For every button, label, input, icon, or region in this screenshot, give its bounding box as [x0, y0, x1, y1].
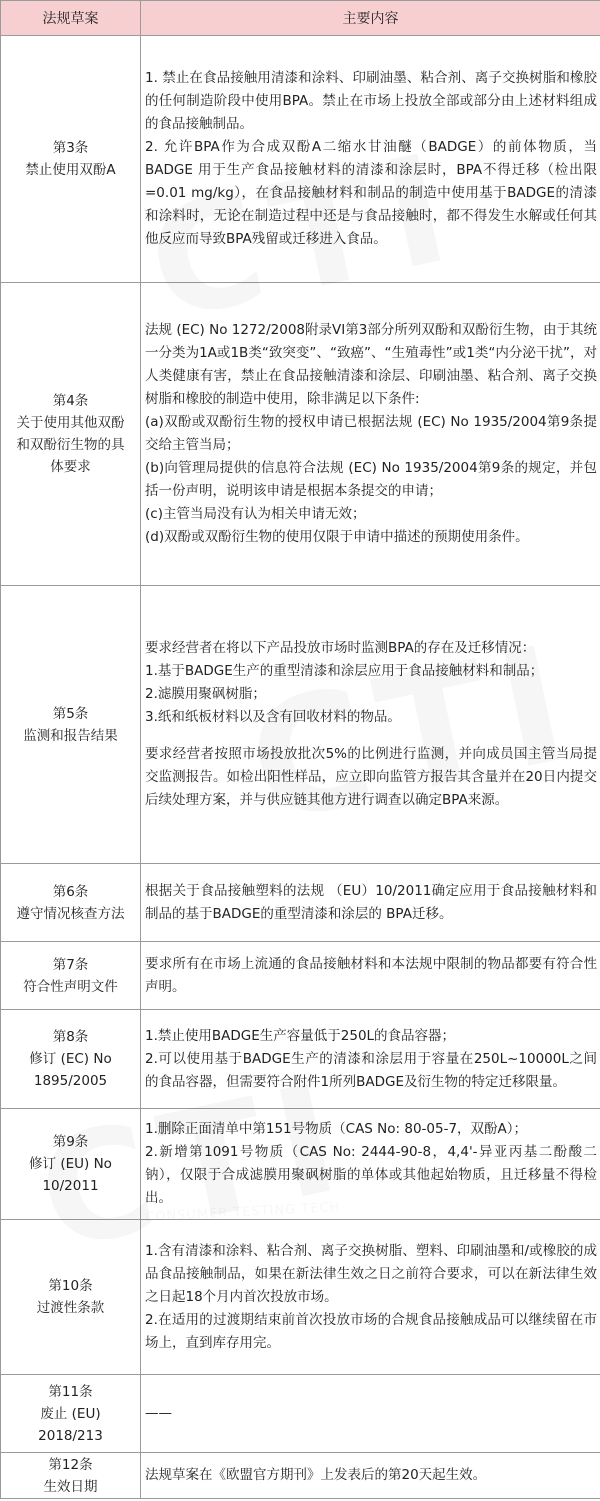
table-row	[1, 1375, 600, 1453]
content-paragraph: (b)向管理局提供的信息符合法规 (EC) No 1935/2004第9条的规定，并包括一份声明，说明该申请是根据本条提交的申请；	[145, 460, 597, 499]
content-paragraph: 2.在适用的过渡期结束前首次投放市场的合规食品接触成品可以继续留在市场上，直到库存用完。	[145, 1311, 597, 1351]
content-paragraph: 要求经营者在将以下产品投放市场时监测BPA的存在及迁移情况：	[145, 640, 536, 656]
law-article-cell	[1, 1220, 141, 1375]
law-article-line: 禁止使用双酚A	[25, 162, 116, 178]
law-article-cell	[1, 942, 141, 1010]
content-paragraph: 要求经营者按照市场投放批次5%的比例进行监测，并向成员国主管当局提交监测报告。如检出阳性样品，应立即向监管方报告其含量并在20日内提交后续处理方案，并与供应链其他方进行调查以确定BPA来源。	[145, 746, 597, 808]
content-cell	[141, 864, 600, 942]
content-cell	[141, 1220, 600, 1375]
content-paragraph: (a)双酚或双酚衍生物的授权申请已根据法规 (EC) No 1935/2004第9条提交给主管当局；	[145, 414, 597, 453]
content-cell	[141, 1453, 600, 1499]
law-article-line: 符合性声明文件	[23, 978, 118, 995]
content-paragraph: ——	[145, 1405, 172, 1421]
table-row	[1, 1453, 600, 1499]
law-article-line: 生效日期	[43, 1478, 98, 1495]
content-paragraph: (d)双酚或双酚衍生物的使用仅限于申请中描述的预期使用条件。	[145, 529, 529, 545]
law-article-line: 第7条	[52, 956, 89, 973]
law-article-cell	[1, 1375, 141, 1453]
content-paragraph: 2. 允许BPA作为合成双酚A二缩水甘油醚（BADGE）的前体物质，当BADGE 用于生产食品接触材料的清漆和涂层时，BPA不得迁移（检出限=0.01 mg/kg），在食品接触材料和制品的制造中使用基于BADGE的清漆和涂料时，无论在制造过程中还是与食品接触时，都不得发生水解或任何其他反应而导致BPA残留或迁移进入食品。	[145, 139, 597, 247]
table-row	[1, 586, 600, 864]
law-article-line: 第3条	[52, 140, 89, 156]
table-row	[1, 1010, 600, 1109]
content-paragraph: 法规 (EC) No 1272/2008附录VI第3部分所列双酚和双酚衍生物，由于其统一分类为1A或1B类“致突变”、“致癌”、“生殖毒性”或1类“内分泌干扰”，对人类健康有害，禁止在食品接触清漆和涂层、印刷油墨、粘合剂、离子交换树脂和橡胶的制造中使用，除非满足以下条件:	[145, 322, 597, 407]
law-article-line: 1895/2005	[33, 1073, 108, 1089]
header-main-content: 主要内容	[141, 1, 600, 36]
law-article-cell	[1, 1109, 141, 1220]
header-law-draft: 法规草案	[1, 1, 141, 36]
content-paragraph: 根据关于食品接触塑料的法规 （EU）10/2011确定应用于食品接触材料和制品的基于BADGE的重型清漆和涂层的 BPA迁移。	[145, 882, 597, 922]
content-paragraph: 1.删除正面清单中第151号物质（CAS No: 80-05-7，双酚A）；	[145, 1121, 528, 1137]
content-paragraph: 1. 禁止在食品接触用清漆和涂料、印刷油墨、粘合剂、离子交换树脂和橡胶的任何制造阶段中使用BPA。禁止在市场上投放全部或部分由上述材料组成的食品接触制品。	[145, 70, 597, 132]
law-article-line: 第4条	[52, 393, 89, 409]
law-article-line: 体要求	[50, 459, 91, 475]
law-article-line: 第11条	[48, 1383, 93, 1400]
content-cell	[141, 36, 600, 283]
table-row	[1, 1109, 600, 1220]
law-article-cell	[1, 864, 141, 942]
law-article-cell	[1, 1453, 141, 1499]
content-paragraph: 2.新增第1091号物质（CAS No: 2444-90-8，4,4'-异亚丙基二酚酸二钠），仅限于合成滤膜用聚砜树脂的单体或其他起始物质，且迁移量不得检出。	[145, 1144, 597, 1206]
content-cell	[141, 1010, 600, 1109]
table-header-row	[1, 1, 600, 36]
law-article-line: 和双酚衍生物的具	[16, 437, 125, 453]
content-paragraph: 1.含有清漆和涂料、粘合剂、离子交换树脂、塑料、印刷油墨和/或橡胶的成品食品接触制品，如果在新法律生效之日之前符合要求，可以在新法律生效之日起18个月内首次投放市场。	[145, 1242, 597, 1305]
content-cell	[141, 942, 600, 1010]
table-row	[1, 1220, 600, 1375]
law-article-line: 修订 (EU) No	[29, 1156, 112, 1172]
content-cell	[141, 586, 600, 864]
law-article-line: 10/2011	[42, 1178, 99, 1194]
content-paragraph: 要求所有在市场上流通的食品接触材料和本法规中限制的物品都要有符合性声明。	[145, 955, 597, 995]
content-cell	[141, 1109, 600, 1220]
law-article-line: 关于使用其他双酚	[16, 415, 125, 431]
law-article-line: 监测和报告结果	[23, 727, 118, 744]
law-article-line: 修订 (EC) No	[29, 1051, 112, 1067]
law-article-line: 第5条	[52, 705, 89, 722]
content-paragraph: 1.禁止使用BADGE生产容量低于250L的食品容器；	[145, 1027, 456, 1044]
law-article-line: 第6条	[52, 883, 89, 900]
law-article-line: 过渡性条款	[36, 1300, 105, 1316]
table-row	[1, 36, 600, 283]
table-row	[1, 864, 600, 942]
content-paragraph: 法规草案在《欧盟官方期刊》上发表后的第20天起生效。	[145, 1467, 487, 1483]
law-article-line: 废止 (EU)	[40, 1405, 101, 1422]
content-cell	[141, 1375, 600, 1453]
law-article-line: 2018/213	[38, 1427, 103, 1444]
content-paragraph: (c)主管当局没有认为相关申请无效；	[145, 506, 366, 522]
content-paragraph: 3.纸和纸板材料以及含有回收材料的物品。	[145, 709, 401, 725]
content-paragraph: 1.基于BADGE生产的重型清漆和涂层应用于食品接触材料和制品；	[145, 663, 544, 679]
law-article-line: 第8条	[52, 1029, 89, 1045]
law-article-cell	[1, 36, 141, 283]
law-article-cell	[1, 1010, 141, 1109]
law-article-line: 第9条	[52, 1134, 89, 1150]
law-article-line: 第12条	[48, 1456, 93, 1473]
law-article-line: 遵守情况核查方法	[16, 905, 125, 922]
table-row	[1, 283, 600, 586]
law-article-cell	[1, 283, 141, 586]
content-cell	[141, 283, 600, 586]
law-article-line: 第10条	[48, 1278, 93, 1294]
content-paragraph: 2.可以使用基于BADGE生产的清漆和涂层用于容量在250L~10000L之间的食品容器，但需要符合附件1所列BADGE及衍生物的特定迁移限量。	[145, 1050, 597, 1090]
content-paragraph: 2.滤膜用聚砜树脂；	[145, 686, 266, 702]
law-article-cell	[1, 586, 141, 864]
table-row	[1, 942, 600, 1010]
